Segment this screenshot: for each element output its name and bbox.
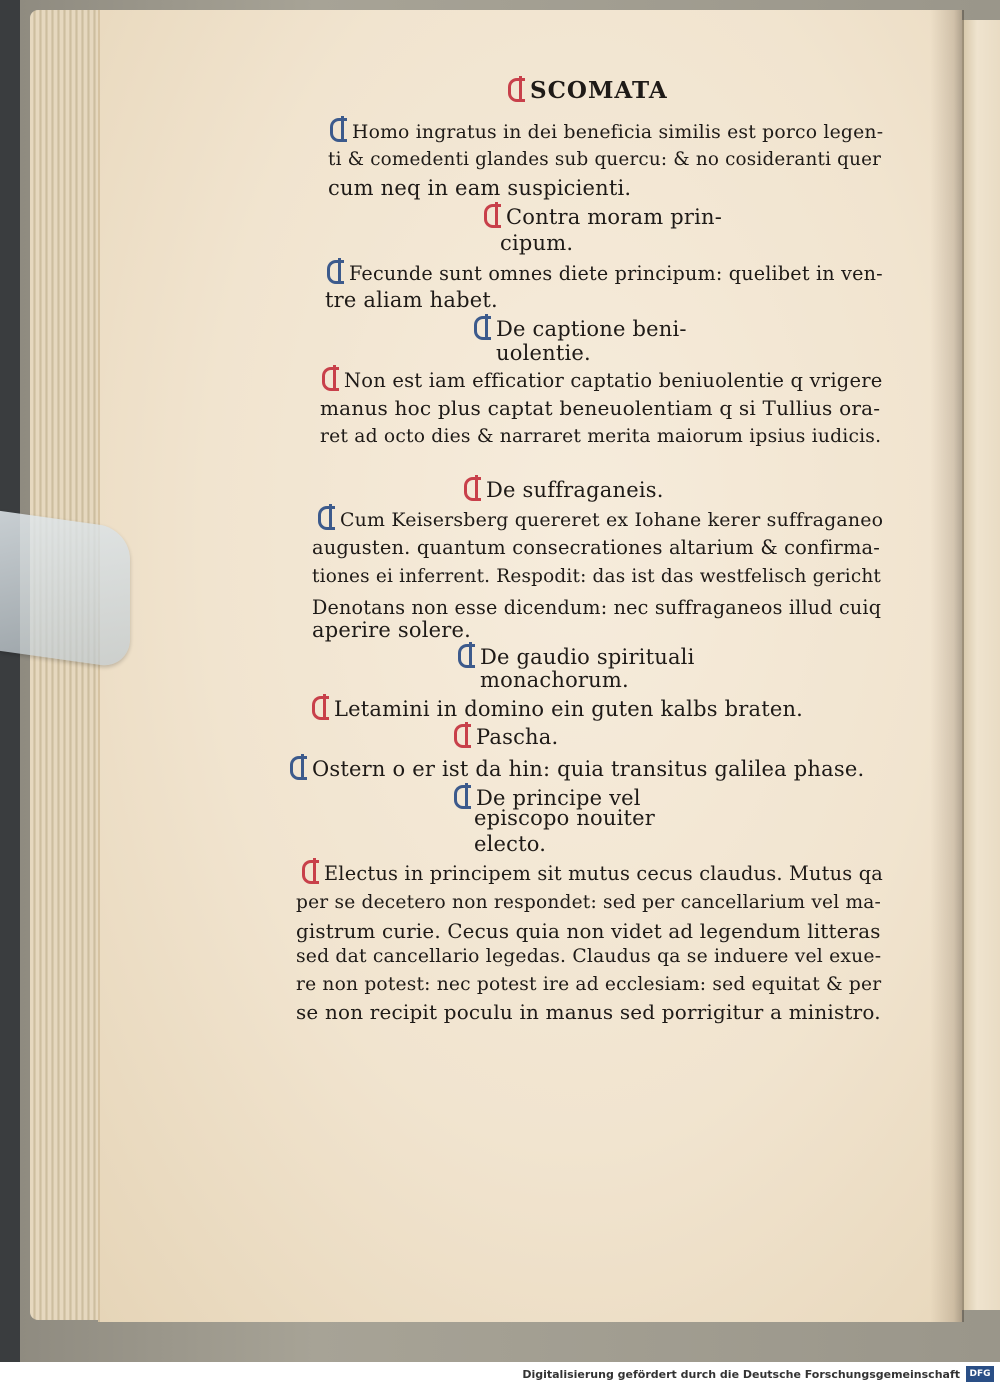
- pilcrow-blue-icon: [452, 783, 474, 807]
- text-line: Non est iam efficatior captatio beniuolentie q vrigere: [320, 363, 883, 392]
- dfg-logo: DFG: [966, 1366, 994, 1382]
- pilcrow-blue-icon: [472, 314, 494, 338]
- pilcrow-red-icon: [310, 694, 332, 718]
- heading-line: Contra moram prin-: [482, 200, 722, 229]
- text-line: sed dat cancellario legedas. Claudus qa se induere vel exue-: [296, 946, 882, 967]
- heading-line: cipum.: [500, 231, 574, 255]
- pilcrow-red-icon: [320, 365, 342, 389]
- text-line: tre aliam habet.: [325, 288, 498, 312]
- text-line: per se decetero non respondet: sed per cancellarium vel ma-: [296, 892, 882, 913]
- heading-line: De principe vel: [452, 781, 641, 810]
- text-line: tiones ei inferrent. Respodit: das ist das westfelisch gericht: [312, 566, 882, 587]
- text-line: Cum Keisersberg quereret ex Iohane kerer suffraganeo: [316, 502, 883, 531]
- pilcrow-red-icon: [300, 858, 322, 882]
- heading-line: electo.: [474, 832, 547, 856]
- text-line: Letamini in domino ein guten kalbs braten.: [310, 692, 803, 721]
- text-line: gistrum curie. Cecus quia non videt ad legendum litteras: [296, 920, 881, 943]
- text-line: se non recipit poculu in manus sed porrigitur a ministro.: [296, 1000, 881, 1024]
- pilcrow-blue-icon: [325, 258, 347, 282]
- heading-line: monachorum.: [480, 668, 629, 692]
- text-line: Denotans non esse dicendum: nec suffraganeos illud cuiq: [312, 596, 882, 619]
- footer-bar: [0, 1362, 1000, 1386]
- pilcrow-blue-icon: [328, 116, 350, 140]
- heading-line: uolentie.: [496, 341, 591, 365]
- pilcrow-blue-icon: [288, 754, 310, 778]
- text-line: cum neq in eam suspicienti.: [328, 176, 632, 200]
- text-line: Ostern o er ist da hin: quia transitus galilea phase.: [288, 752, 864, 781]
- text-line: ti & comedenti glandes sub quercu: & no cosideranti quer: [328, 149, 882, 170]
- text-line: re non potest: nec potest ire ad ecclesiam: sed equitat & per: [296, 974, 882, 995]
- pilcrow-red-icon: [482, 202, 504, 226]
- heading-line: Pascha.: [452, 720, 558, 749]
- pilcrow-red-icon: [506, 76, 528, 100]
- heading-line: De gaudio spirituali: [456, 640, 695, 669]
- funding-credit: Digitalisierung gefördert durch die Deutsche Forschungsgemeinschaft: [522, 1368, 960, 1381]
- heading-line: De captione beni-: [472, 312, 687, 341]
- text-line: Electus in principem sit mutus cecus claudus. Mutus qa: [300, 856, 883, 885]
- heading-line: De suffraganeis.: [462, 473, 664, 502]
- text-line: augusten. quantum consecrationes altarium & confirma-: [312, 536, 881, 559]
- text-line: Fecunde sunt omnes diete principum: quelibet in ven-: [325, 256, 883, 285]
- pilcrow-red-icon: [462, 475, 484, 499]
- text-line: Homo ingratus in dei beneficia similis est porco legen-: [328, 114, 883, 143]
- pilcrow-red-icon: [452, 722, 474, 746]
- pilcrow-blue-icon: [316, 504, 338, 528]
- text-line: aperire solere.: [312, 618, 471, 642]
- text-line: manus hoc plus captat beneuolentiam q si Tullius ora-: [320, 396, 881, 420]
- pilcrow-blue-icon: [456, 642, 478, 666]
- page-title: SCOMATA: [506, 74, 668, 104]
- heading-line: episcopo nouiter: [474, 806, 656, 830]
- text-line: ret ad octo dies & narraret merita maiorum ipsius iudicis.: [320, 426, 882, 447]
